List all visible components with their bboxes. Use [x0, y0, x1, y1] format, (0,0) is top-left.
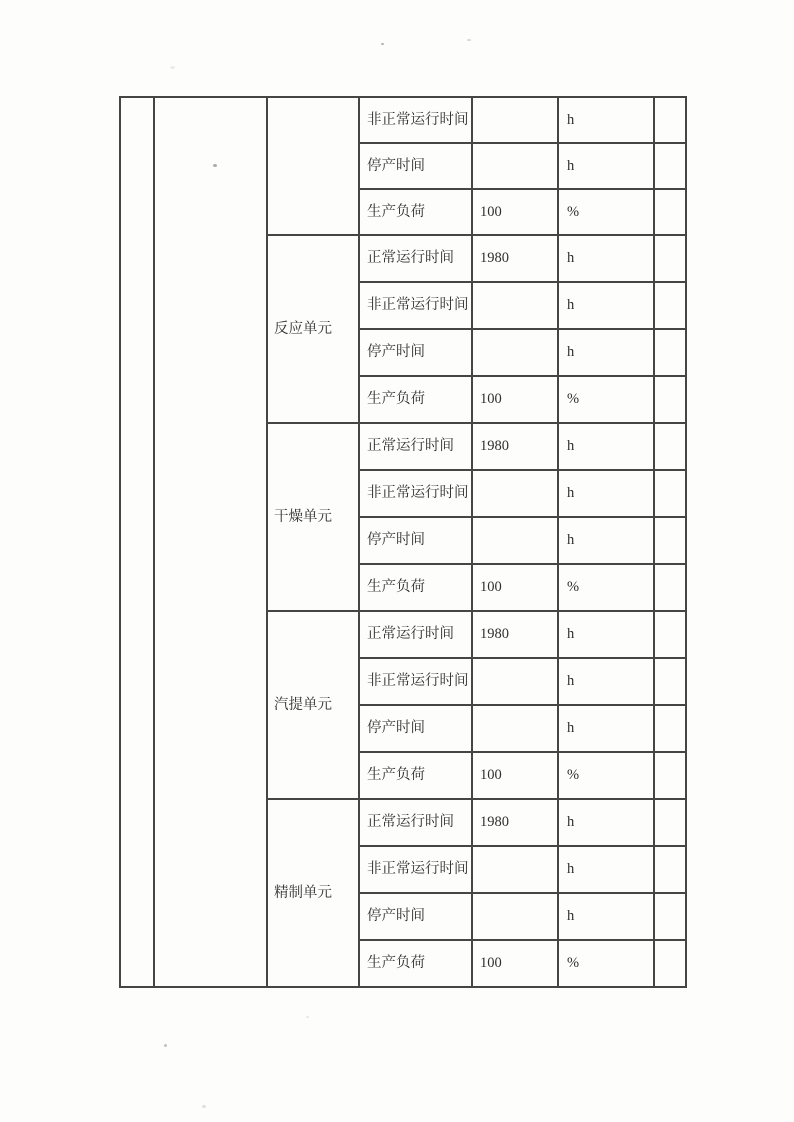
unit-name-cell: 汽提单元: [267, 611, 359, 799]
remark-cell: [654, 893, 686, 940]
value-cell: [472, 329, 558, 376]
unit-name-cell: 反应单元: [267, 235, 359, 423]
unit-cell: %: [558, 940, 654, 987]
value-cell: [472, 893, 558, 940]
table-row: [120, 97, 686, 143]
remark-cell: [654, 517, 686, 564]
second-column-cell: [154, 97, 267, 987]
unit-cell: %: [558, 376, 654, 423]
value-cell: 100: [472, 564, 558, 611]
unit-cell: h: [558, 329, 654, 376]
remark-cell: [654, 329, 686, 376]
value-cell: [472, 517, 558, 564]
remark-cell: [654, 846, 686, 893]
unit-cell: h: [558, 282, 654, 329]
remark-cell: [654, 564, 686, 611]
unit-cell: h: [558, 235, 654, 282]
metric-label-cell: 非正常运行时间: [359, 846, 472, 893]
value-cell: 1980: [472, 611, 558, 658]
scan-speck: [467, 39, 471, 41]
unit-name-cell: 精制单元: [267, 799, 359, 987]
value-cell: [472, 143, 558, 189]
value-cell: 1980: [472, 235, 558, 282]
metric-label-cell: 正常运行时间: [359, 611, 472, 658]
unit-cell: h: [558, 658, 654, 705]
unit-cell: %: [558, 189, 654, 235]
unit-name-cell: [267, 97, 359, 235]
remark-cell: [654, 97, 686, 143]
value-cell: [472, 705, 558, 752]
unit-name-cell: 干燥单元: [267, 423, 359, 611]
unit-cell: h: [558, 611, 654, 658]
remark-cell: [654, 752, 686, 799]
metric-label-cell: 非正常运行时间: [359, 470, 472, 517]
remark-cell: [654, 376, 686, 423]
value-cell: [472, 846, 558, 893]
unit-cell: h: [558, 517, 654, 564]
value-cell: [472, 658, 558, 705]
value-cell: 1980: [472, 799, 558, 846]
unit-cell: %: [558, 752, 654, 799]
scan-speck: [170, 66, 175, 69]
remark-cell: [654, 611, 686, 658]
metric-label-cell: 正常运行时间: [359, 423, 472, 470]
scan-speck: [202, 1105, 206, 1108]
value-cell: 100: [472, 940, 558, 987]
unit-cell: h: [558, 423, 654, 470]
value-cell: 100: [472, 189, 558, 235]
unit-cell: h: [558, 846, 654, 893]
unit-cell: %: [558, 564, 654, 611]
scan-speck: [381, 43, 384, 45]
metric-label-cell: 生产负荷: [359, 752, 472, 799]
metric-label-cell: 停产时间: [359, 705, 472, 752]
remark-cell: [654, 799, 686, 846]
remark-cell: [654, 940, 686, 987]
remark-cell: [654, 189, 686, 235]
remark-cell: [654, 282, 686, 329]
value-cell: 1980: [472, 423, 558, 470]
left-margin-column-cell: [120, 97, 154, 987]
metric-label-cell: 停产时间: [359, 329, 472, 376]
unit-cell: h: [558, 893, 654, 940]
value-cell: 100: [472, 752, 558, 799]
metric-label-cell: 非正常运行时间: [359, 282, 472, 329]
metric-label-cell: 生产负荷: [359, 376, 472, 423]
remark-cell: [654, 423, 686, 470]
metric-label-cell: 正常运行时间: [359, 799, 472, 846]
scan-speck: [306, 1016, 309, 1018]
value-cell: [472, 97, 558, 143]
unit-cell: h: [558, 470, 654, 517]
metric-label-cell: 停产时间: [359, 143, 472, 189]
metric-label-cell: 非正常运行时间: [359, 97, 472, 143]
operating-hours-table: [119, 96, 687, 988]
remark-cell: [654, 705, 686, 752]
unit-cell: h: [558, 705, 654, 752]
remark-cell: [654, 143, 686, 189]
metric-label-cell: 生产负荷: [359, 189, 472, 235]
metric-label-cell: 停产时间: [359, 893, 472, 940]
unit-cell: h: [558, 143, 654, 189]
remark-cell: [654, 235, 686, 282]
value-cell: 100: [472, 376, 558, 423]
value-cell: [472, 470, 558, 517]
metric-label-cell: 非正常运行时间: [359, 658, 472, 705]
unit-cell: h: [558, 799, 654, 846]
remark-cell: [654, 470, 686, 517]
metric-label-cell: 正常运行时间: [359, 235, 472, 282]
unit-cell: h: [558, 97, 654, 143]
metric-label-cell: 停产时间: [359, 517, 472, 564]
scan-speck: [164, 1044, 167, 1047]
value-cell: [472, 282, 558, 329]
metric-label-cell: 生产负荷: [359, 564, 472, 611]
scan-speck: [213, 164, 217, 167]
remark-cell: [654, 658, 686, 705]
metric-label-cell: 生产负荷: [359, 940, 472, 987]
